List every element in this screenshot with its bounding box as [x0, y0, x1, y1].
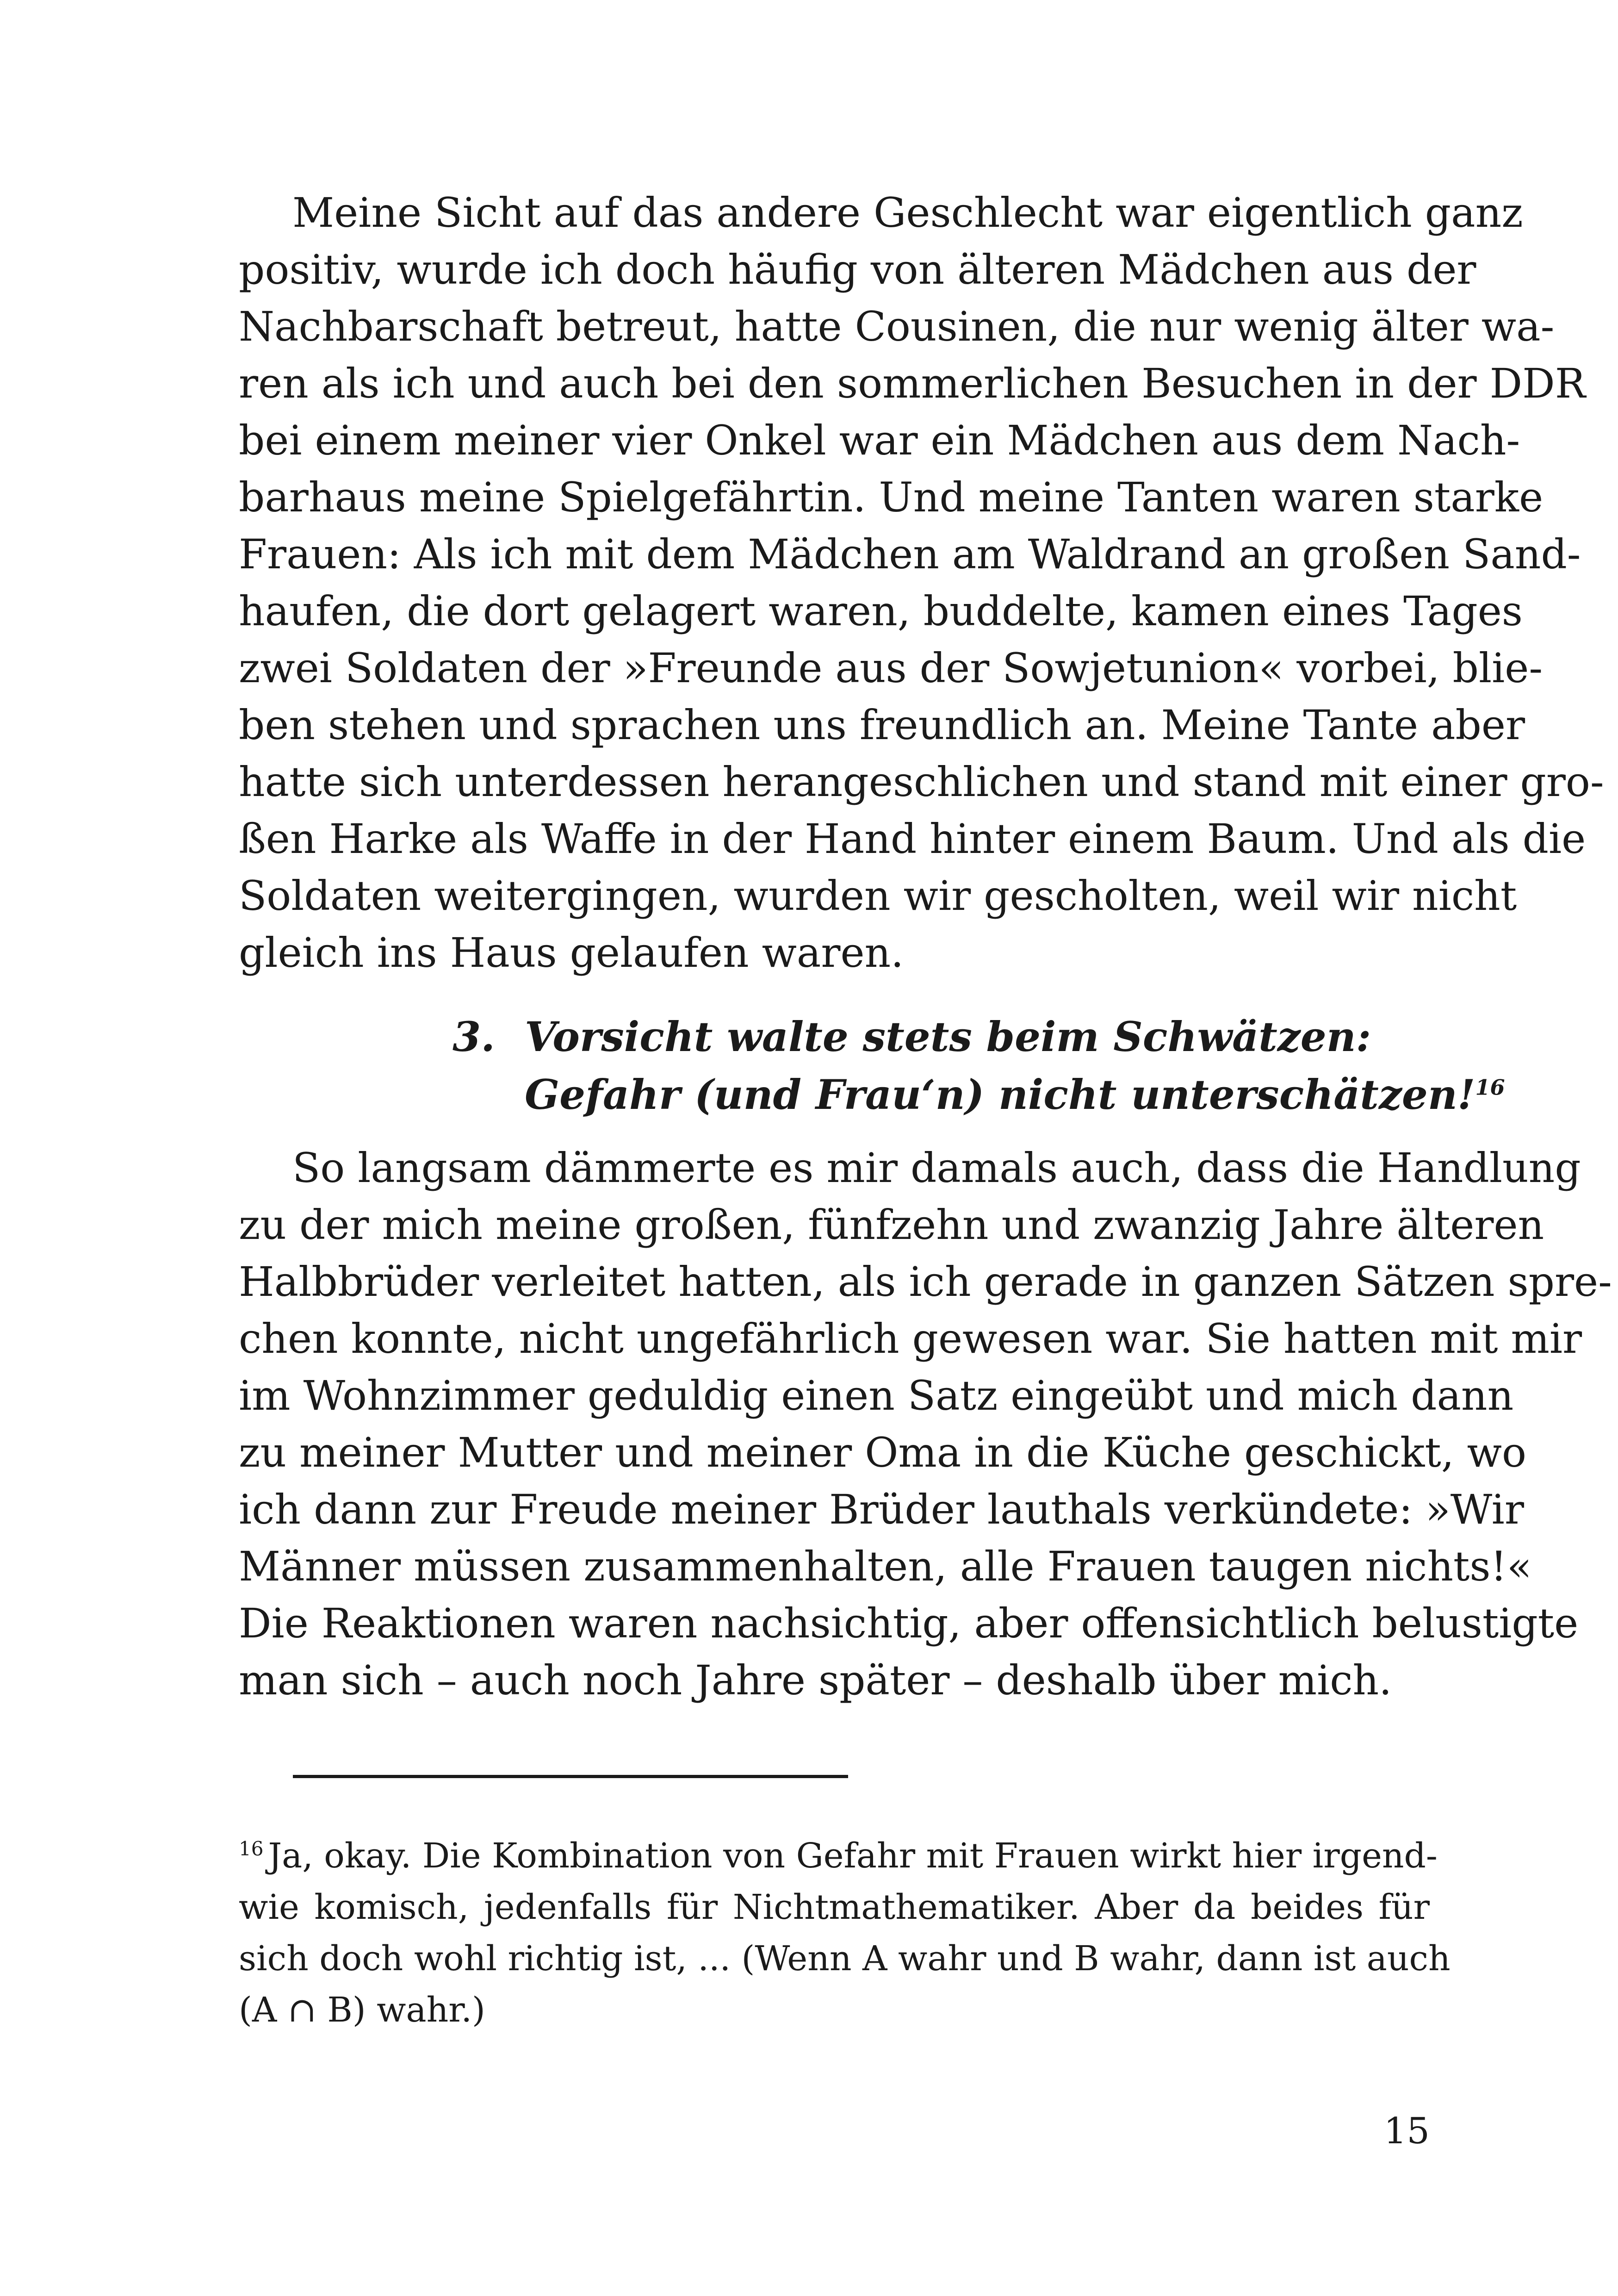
paragraph-line: Meine Sicht auf das andere Geschlecht war eigentlich ganz [292, 189, 1523, 236]
footnote-marker: 16 [239, 1837, 264, 1860]
paragraph-line: ren als ich und auch bei den sommerlichen Besuchen in der DDR [239, 360, 1586, 407]
paragraph-line: zwei Soldaten der »Freunde aus der Sowjetunion« vorbei, blie- [239, 644, 1543, 692]
paragraph-line: gleich ins Haus gelaufen waren. [239, 929, 904, 977]
footnote-line: wie komisch, jedenfalls für Nichtmathematiker. Aber da beides für [239, 1887, 1430, 1927]
footnote-line: (A ∩ B) wahr.) [239, 1990, 485, 2030]
paragraph-line: hatte sich unterdessen herangeschlichen und stand mit einer gro- [239, 758, 1604, 806]
section-heading-line-2 [453, 1066, 1505, 1124]
section-heading [453, 1008, 1505, 1124]
section-title-line-1: Vorsicht walte stets beim Schwätzen: [525, 1013, 1371, 1061]
paragraph-line: bei einem meiner vier Onkel war ein Mädchen aus dem Nach- [239, 417, 1520, 464]
paragraph-line: zu der mich meine großen, fünfzehn und zwanzig Jahre älteren [239, 1201, 1544, 1249]
page-number: 15 [1383, 2110, 1430, 2152]
paragraph-line: Nachbarschaft betreut, hatte Cousinen, die nur wenig älter wa- [239, 303, 1555, 350]
paragraph-line: Männer müssen zusammenhalten, alle Frauen taugen nichts!« [239, 1543, 1532, 1590]
paragraph-line: ßen Harke als Waffe in der Hand hinter einem Baum. Und als die [239, 815, 1586, 863]
paragraph-line: haufen, die dort gelagert waren, buddelte, kamen eines Tages [239, 587, 1523, 635]
footnote-reference[interactable]: 16 [1475, 1075, 1505, 1100]
paragraph-line: Soldaten weitergingen, wurden wir gescholten, weil wir nicht [239, 872, 1517, 920]
paragraph-line: man sich – auch noch Jahre später – deshalb über mich. [239, 1656, 1392, 1704]
footnote-line: sich doch wohl richtig ist, ... (Wenn A wahr und B wahr, dann ist auch [239, 1939, 1451, 1979]
paragraph-line: zu meiner Mutter und meiner Oma in die Küche geschickt, wo [239, 1429, 1526, 1476]
section-title-line-2: Gefahr (und Frau‘n) nicht unterschätzen! [525, 1070, 1475, 1119]
paragraph-line: Frauen: Als ich mit dem Mädchen am Waldrand an großen Sand- [239, 530, 1581, 578]
paragraph-line: chen konnte, nicht ungefährlich gewesen war. Sie hatten mit mir [239, 1315, 1582, 1363]
footnote-separator-rule [293, 1775, 848, 1778]
body-paragraph-1 [239, 184, 1604, 981]
paragraph-line: ich dann zur Freude meiner Brüder lauthals verkündete: »Wir [239, 1486, 1524, 1533]
footnote-line-text: Ja, okay. Die Kombination von Gefahr mit Frauen wirkt hier irgend- [268, 1836, 1438, 1876]
footnote [239, 1830, 1451, 2036]
paragraph-line: Halbbrüder verleitet hatten, als ich gerade in ganzen Sätzen spre- [239, 1258, 1612, 1306]
paragraph-line: So langsam dämmerte es mir damals auch, dass die Handlung [292, 1144, 1581, 1192]
paragraph-line: Die Reaktionen waren nachsichtig, aber offensichtlich belustigte [239, 1599, 1579, 1647]
body-paragraph-2 [239, 1139, 1612, 1709]
paragraph-line: im Wohnzimmer geduldig einen Satz eingeübt und mich dann [239, 1372, 1514, 1419]
paragraph-line: barhaus meine Spielgefährtin. Und meine Tanten waren starke [239, 473, 1544, 521]
paragraph-line: positiv, wurde ich doch häufig von älteren Mädchen aus der [239, 246, 1476, 293]
section-number: 3. [453, 1013, 495, 1061]
footnote-line [239, 1830, 1438, 1882]
section-heading-line-1 [453, 1008, 1505, 1066]
paragraph-line: ben stehen und sprachen uns freundlich an. Meine Tante aber [239, 701, 1525, 749]
